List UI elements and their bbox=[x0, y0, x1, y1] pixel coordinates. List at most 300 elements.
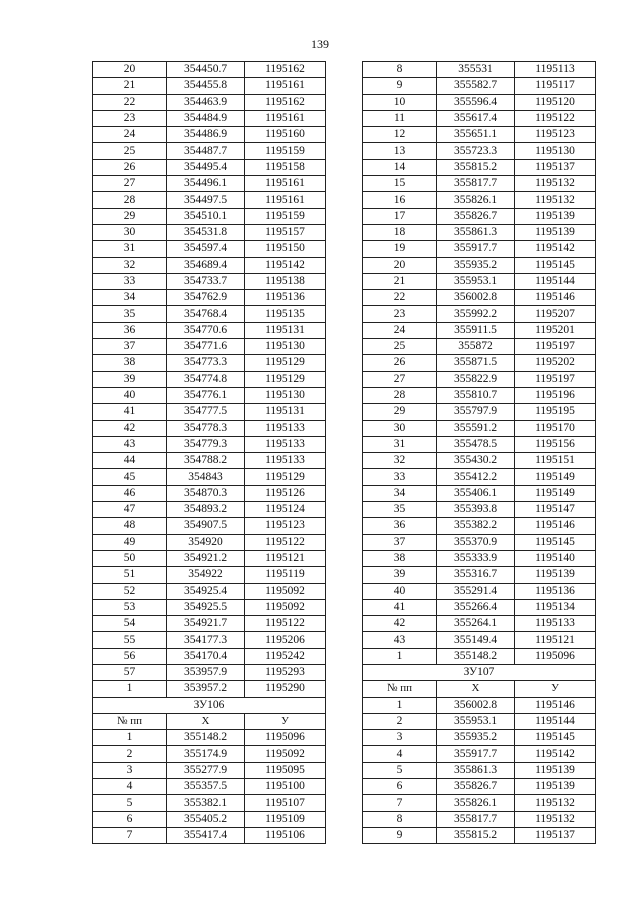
table-row bbox=[93, 257, 326, 273]
y-coordinate-cell: 1195142 bbox=[245, 257, 326, 273]
point-number-cell: 35 bbox=[363, 502, 437, 518]
x-coordinate-cell: 355872 bbox=[437, 339, 515, 355]
point-number-cell: 25 bbox=[363, 339, 437, 355]
table-row bbox=[363, 436, 596, 452]
table-row bbox=[93, 387, 326, 403]
y-coordinate-cell: 1195096 bbox=[245, 730, 326, 746]
point-number-cell: 1 bbox=[363, 697, 437, 713]
point-number-cell: 24 bbox=[93, 127, 167, 143]
x-coordinate-cell: 354777.5 bbox=[167, 404, 245, 420]
table-row bbox=[93, 306, 326, 322]
x-coordinate-cell: 355817.7 bbox=[437, 176, 515, 192]
point-number-cell: 11 bbox=[363, 110, 437, 126]
x-coordinate-cell: 356002.8 bbox=[437, 697, 515, 713]
table-row bbox=[93, 746, 326, 762]
y-coordinate-cell: 1195121 bbox=[245, 550, 326, 566]
table-row bbox=[93, 795, 326, 811]
y-coordinate-cell: 1195129 bbox=[245, 371, 326, 387]
x-coordinate-cell: 355393.8 bbox=[437, 502, 515, 518]
y-coordinate-cell: 1195139 bbox=[515, 224, 596, 240]
x-coordinate-cell: 355826.7 bbox=[437, 208, 515, 224]
y-coordinate-cell: 1195132 bbox=[515, 176, 596, 192]
point-number-cell: 24 bbox=[363, 322, 437, 338]
x-coordinate-cell: 355917.7 bbox=[437, 241, 515, 257]
y-coordinate-cell: 1195242 bbox=[245, 648, 326, 664]
point-number-cell: 17 bbox=[363, 208, 437, 224]
point-number-cell: 38 bbox=[363, 550, 437, 566]
y-coordinate-cell: 1195132 bbox=[515, 795, 596, 811]
y-coordinate-cell: 1195290 bbox=[245, 681, 326, 697]
point-number-cell: 14 bbox=[363, 159, 437, 175]
y-coordinate-cell: 1195138 bbox=[245, 273, 326, 289]
point-number-cell: 29 bbox=[93, 208, 167, 224]
point-number-cell: 40 bbox=[93, 387, 167, 403]
x-coordinate-cell: 353957.9 bbox=[167, 664, 245, 680]
x-coordinate-cell: 355810.7 bbox=[437, 387, 515, 403]
point-number-cell: 23 bbox=[363, 306, 437, 322]
y-coordinate-cell: 1195159 bbox=[245, 208, 326, 224]
point-number-cell: 10 bbox=[363, 94, 437, 110]
point-number-cell: 32 bbox=[93, 257, 167, 273]
point-number-cell: 16 bbox=[363, 192, 437, 208]
y-coordinate-cell: 1195161 bbox=[245, 176, 326, 192]
x-coordinate-cell: 355935.2 bbox=[437, 257, 515, 273]
table-row bbox=[93, 485, 326, 501]
table-row bbox=[93, 192, 326, 208]
table-row bbox=[93, 62, 326, 78]
point-number-cell: 28 bbox=[93, 192, 167, 208]
table-row bbox=[93, 78, 326, 94]
point-number-cell: 9 bbox=[363, 78, 437, 94]
table-row bbox=[93, 648, 326, 664]
x-coordinate-cell: 355478.5 bbox=[437, 436, 515, 452]
x-coordinate-cell: 355382.2 bbox=[437, 518, 515, 534]
x-coordinate-cell: 354762.9 bbox=[167, 290, 245, 306]
x-coordinate-cell: 354893.2 bbox=[167, 502, 245, 518]
table-row bbox=[93, 827, 326, 843]
x-coordinate-cell: 354170.4 bbox=[167, 648, 245, 664]
point-number-cell: 37 bbox=[363, 534, 437, 550]
x-coordinate-cell: 354843 bbox=[167, 469, 245, 485]
column-header-y: У bbox=[515, 681, 596, 697]
table-row bbox=[363, 534, 596, 550]
y-coordinate-cell: 1195139 bbox=[515, 779, 596, 795]
x-coordinate-cell: 356002.8 bbox=[437, 290, 515, 306]
y-coordinate-cell: 1195139 bbox=[515, 208, 596, 224]
x-coordinate-cell: 354497.5 bbox=[167, 192, 245, 208]
point-number-cell: 5 bbox=[363, 762, 437, 778]
x-coordinate-cell: 354921.7 bbox=[167, 616, 245, 632]
x-coordinate-cell: 354920 bbox=[167, 534, 245, 550]
x-coordinate-cell: 354788.2 bbox=[167, 453, 245, 469]
x-coordinate-cell: 355617.4 bbox=[437, 110, 515, 126]
table-row bbox=[363, 697, 596, 713]
y-coordinate-cell: 1195149 bbox=[515, 469, 596, 485]
y-coordinate-cell: 1195109 bbox=[245, 811, 326, 827]
table-row bbox=[363, 127, 596, 143]
point-number-cell: 27 bbox=[363, 371, 437, 387]
table-row bbox=[363, 110, 596, 126]
point-number-cell: 25 bbox=[93, 143, 167, 159]
table-row bbox=[93, 110, 326, 126]
point-number-cell: 28 bbox=[363, 387, 437, 403]
x-coordinate-cell: 354776.1 bbox=[167, 387, 245, 403]
point-number-cell: 30 bbox=[93, 224, 167, 240]
table-row bbox=[363, 502, 596, 518]
point-number-cell: 34 bbox=[93, 290, 167, 306]
x-coordinate-cell: 355815.2 bbox=[437, 159, 515, 175]
y-coordinate-cell: 1195133 bbox=[515, 616, 596, 632]
point-number-cell: 21 bbox=[363, 273, 437, 289]
y-coordinate-cell: 1195161 bbox=[245, 78, 326, 94]
point-number-cell: 42 bbox=[93, 420, 167, 436]
y-coordinate-cell: 1195096 bbox=[515, 648, 596, 664]
y-coordinate-cell: 1195133 bbox=[245, 436, 326, 452]
point-number-cell: 22 bbox=[363, 290, 437, 306]
point-number-cell: 49 bbox=[93, 534, 167, 550]
y-coordinate-cell: 1195130 bbox=[245, 339, 326, 355]
point-number-cell: 8 bbox=[363, 62, 437, 78]
point-number-cell: 38 bbox=[93, 355, 167, 371]
table-row bbox=[93, 127, 326, 143]
point-number-cell: 30 bbox=[363, 420, 437, 436]
x-coordinate-cell: 354778.3 bbox=[167, 420, 245, 436]
table-row bbox=[363, 518, 596, 534]
point-number-cell: 52 bbox=[93, 583, 167, 599]
x-coordinate-cell: 354455.8 bbox=[167, 78, 245, 94]
y-coordinate-cell: 1195145 bbox=[515, 730, 596, 746]
y-coordinate-cell: 1195293 bbox=[245, 664, 326, 680]
y-coordinate-cell: 1195122 bbox=[515, 110, 596, 126]
point-number-cell: 29 bbox=[363, 404, 437, 420]
table-row bbox=[93, 811, 326, 827]
y-coordinate-cell: 1195162 bbox=[245, 62, 326, 78]
y-coordinate-cell: 1195159 bbox=[245, 143, 326, 159]
x-coordinate-cell: 355953.1 bbox=[437, 273, 515, 289]
point-number-cell: 35 bbox=[93, 306, 167, 322]
x-coordinate-cell: 355405.2 bbox=[167, 811, 245, 827]
section-title-row bbox=[93, 697, 326, 713]
y-coordinate-cell: 1195151 bbox=[515, 453, 596, 469]
x-coordinate-cell: 354925.5 bbox=[167, 599, 245, 615]
point-number-cell: 42 bbox=[363, 616, 437, 632]
x-coordinate-cell: 355417.4 bbox=[167, 827, 245, 843]
table-row bbox=[363, 62, 596, 78]
y-coordinate-cell: 1195092 bbox=[245, 746, 326, 762]
point-number-cell: 1 bbox=[363, 648, 437, 664]
table-row bbox=[363, 453, 596, 469]
table-row bbox=[93, 273, 326, 289]
table-row bbox=[93, 371, 326, 387]
x-coordinate-cell: 355148.2 bbox=[437, 648, 515, 664]
x-coordinate-cell: 354907.5 bbox=[167, 518, 245, 534]
table-row bbox=[363, 273, 596, 289]
x-coordinate-cell: 355596.4 bbox=[437, 94, 515, 110]
x-coordinate-cell: 355264.1 bbox=[437, 616, 515, 632]
y-coordinate-cell: 1195146 bbox=[515, 290, 596, 306]
y-coordinate-cell: 1195120 bbox=[515, 94, 596, 110]
x-coordinate-cell: 355277.9 bbox=[167, 762, 245, 778]
table-row bbox=[363, 159, 596, 175]
x-coordinate-cell: 355826.1 bbox=[437, 192, 515, 208]
point-number-cell: 13 bbox=[363, 143, 437, 159]
y-coordinate-cell: 1195132 bbox=[515, 811, 596, 827]
table-row bbox=[363, 339, 596, 355]
x-coordinate-cell: 355917.7 bbox=[437, 746, 515, 762]
x-coordinate-cell: 355149.4 bbox=[437, 632, 515, 648]
table-row bbox=[363, 616, 596, 632]
point-number-cell: 46 bbox=[93, 485, 167, 501]
x-coordinate-cell: 354495.4 bbox=[167, 159, 245, 175]
coordinates-table-left bbox=[92, 61, 326, 844]
table-row bbox=[93, 224, 326, 240]
point-number-cell: 26 bbox=[93, 159, 167, 175]
y-coordinate-cell: 1195126 bbox=[245, 485, 326, 501]
x-coordinate-cell: 354771.6 bbox=[167, 339, 245, 355]
table-row bbox=[93, 290, 326, 306]
point-number-cell: 36 bbox=[363, 518, 437, 534]
point-number-cell: 2 bbox=[363, 713, 437, 729]
point-number-cell: 43 bbox=[93, 436, 167, 452]
point-number-cell: 55 bbox=[93, 632, 167, 648]
x-coordinate-cell: 354925.4 bbox=[167, 583, 245, 599]
table-row bbox=[363, 420, 596, 436]
point-number-cell: 3 bbox=[93, 762, 167, 778]
table-row bbox=[93, 469, 326, 485]
x-coordinate-cell: 355148.2 bbox=[167, 730, 245, 746]
y-coordinate-cell: 1195132 bbox=[515, 192, 596, 208]
y-coordinate-cell: 1195121 bbox=[515, 632, 596, 648]
x-coordinate-cell: 355817.7 bbox=[437, 811, 515, 827]
table-row bbox=[363, 322, 596, 338]
point-number-cell: 43 bbox=[363, 632, 437, 648]
point-number-cell: 40 bbox=[363, 583, 437, 599]
x-coordinate-cell: 354733.7 bbox=[167, 273, 245, 289]
table-row bbox=[93, 436, 326, 452]
x-coordinate-cell: 355174.9 bbox=[167, 746, 245, 762]
y-coordinate-cell: 1195147 bbox=[515, 502, 596, 518]
point-number-cell: 20 bbox=[93, 62, 167, 78]
y-coordinate-cell: 1195160 bbox=[245, 127, 326, 143]
table-row bbox=[93, 518, 326, 534]
x-coordinate-cell: 355911.5 bbox=[437, 322, 515, 338]
x-coordinate-cell: 355406.1 bbox=[437, 485, 515, 501]
table-row bbox=[93, 159, 326, 175]
y-coordinate-cell: 1195197 bbox=[515, 371, 596, 387]
table-row bbox=[93, 681, 326, 697]
y-coordinate-cell: 1195107 bbox=[245, 795, 326, 811]
y-coordinate-cell: 1195156 bbox=[515, 436, 596, 452]
coordinates-table-right bbox=[362, 61, 596, 844]
section-title: ЗУ106 bbox=[93, 697, 326, 713]
y-coordinate-cell: 1195207 bbox=[515, 306, 596, 322]
table-row bbox=[93, 453, 326, 469]
x-coordinate-cell: 354689.4 bbox=[167, 257, 245, 273]
x-coordinate-cell: 354510.1 bbox=[167, 208, 245, 224]
table-row bbox=[363, 827, 596, 843]
header-row bbox=[93, 713, 326, 729]
y-coordinate-cell: 1195142 bbox=[515, 241, 596, 257]
point-number-cell: 8 bbox=[363, 811, 437, 827]
point-number-cell: 20 bbox=[363, 257, 437, 273]
table-row bbox=[93, 730, 326, 746]
x-coordinate-cell: 354463.9 bbox=[167, 94, 245, 110]
table-row bbox=[363, 795, 596, 811]
x-coordinate-cell: 355291.4 bbox=[437, 583, 515, 599]
y-coordinate-cell: 1195197 bbox=[515, 339, 596, 355]
x-coordinate-cell: 355382.1 bbox=[167, 795, 245, 811]
y-coordinate-cell: 1195135 bbox=[245, 306, 326, 322]
point-number-cell: 19 bbox=[363, 241, 437, 257]
table-row bbox=[363, 713, 596, 729]
table-row bbox=[93, 94, 326, 110]
y-coordinate-cell: 1195149 bbox=[515, 485, 596, 501]
x-coordinate-cell: 355797.9 bbox=[437, 404, 515, 420]
point-number-cell: 44 bbox=[93, 453, 167, 469]
y-coordinate-cell: 1195131 bbox=[245, 404, 326, 420]
table-row bbox=[363, 599, 596, 615]
column-header-number: № пп bbox=[93, 713, 167, 729]
x-coordinate-cell: 354450.7 bbox=[167, 62, 245, 78]
table-row bbox=[363, 730, 596, 746]
point-number-cell: 57 bbox=[93, 664, 167, 680]
point-number-cell: 27 bbox=[93, 176, 167, 192]
column-header-x: X bbox=[167, 713, 245, 729]
x-coordinate-cell: 355723.3 bbox=[437, 143, 515, 159]
x-coordinate-cell: 355333.9 bbox=[437, 550, 515, 566]
y-coordinate-cell: 1195130 bbox=[515, 143, 596, 159]
y-coordinate-cell: 1195123 bbox=[245, 518, 326, 534]
x-coordinate-cell: 354484.9 bbox=[167, 110, 245, 126]
table-row bbox=[363, 257, 596, 273]
y-coordinate-cell: 1195139 bbox=[515, 762, 596, 778]
point-number-cell: 6 bbox=[363, 779, 437, 795]
point-number-cell: 9 bbox=[363, 827, 437, 843]
point-number-cell: 21 bbox=[93, 78, 167, 94]
point-number-cell: 22 bbox=[93, 94, 167, 110]
y-coordinate-cell: 1195092 bbox=[245, 583, 326, 599]
y-coordinate-cell: 1195145 bbox=[515, 257, 596, 273]
x-coordinate-cell: 355861.3 bbox=[437, 224, 515, 240]
x-coordinate-cell: 354768.4 bbox=[167, 306, 245, 322]
x-coordinate-cell: 355871.5 bbox=[437, 355, 515, 371]
x-coordinate-cell: 354870.3 bbox=[167, 485, 245, 501]
table-row bbox=[363, 355, 596, 371]
x-coordinate-cell: 354531.8 bbox=[167, 224, 245, 240]
point-number-cell: 37 bbox=[93, 339, 167, 355]
table-row bbox=[93, 208, 326, 224]
x-coordinate-cell: 355531 bbox=[437, 62, 515, 78]
table-row bbox=[93, 632, 326, 648]
x-coordinate-cell: 354496.1 bbox=[167, 176, 245, 192]
y-coordinate-cell: 1195195 bbox=[515, 404, 596, 420]
x-coordinate-cell: 355412.2 bbox=[437, 469, 515, 485]
point-number-cell: 23 bbox=[93, 110, 167, 126]
y-coordinate-cell: 1195129 bbox=[245, 469, 326, 485]
x-coordinate-cell: 355815.2 bbox=[437, 827, 515, 843]
point-number-cell: 1 bbox=[93, 730, 167, 746]
point-number-cell: 7 bbox=[363, 795, 437, 811]
point-number-cell: 7 bbox=[93, 827, 167, 843]
y-coordinate-cell: 1195106 bbox=[245, 827, 326, 843]
x-coordinate-cell: 355822.9 bbox=[437, 371, 515, 387]
table-row bbox=[363, 306, 596, 322]
y-coordinate-cell: 1195137 bbox=[515, 159, 596, 175]
point-number-cell: 12 bbox=[363, 127, 437, 143]
y-coordinate-cell: 1195146 bbox=[515, 518, 596, 534]
point-number-cell: 41 bbox=[93, 404, 167, 420]
x-coordinate-cell: 355992.2 bbox=[437, 306, 515, 322]
x-coordinate-cell: 355826.7 bbox=[437, 779, 515, 795]
point-number-cell: 6 bbox=[93, 811, 167, 827]
x-coordinate-cell: 355935.2 bbox=[437, 730, 515, 746]
point-number-cell: 47 bbox=[93, 502, 167, 518]
table-row bbox=[363, 648, 596, 664]
point-number-cell: 39 bbox=[93, 371, 167, 387]
table-row bbox=[363, 78, 596, 94]
x-coordinate-cell: 355316.7 bbox=[437, 567, 515, 583]
point-number-cell: 2 bbox=[93, 746, 167, 762]
x-coordinate-cell: 354779.3 bbox=[167, 436, 245, 452]
table-row bbox=[363, 208, 596, 224]
y-coordinate-cell: 1195142 bbox=[515, 746, 596, 762]
y-coordinate-cell: 1195170 bbox=[515, 420, 596, 436]
point-number-cell: 31 bbox=[363, 436, 437, 452]
x-coordinate-cell: 355651.1 bbox=[437, 127, 515, 143]
y-coordinate-cell: 1195145 bbox=[515, 534, 596, 550]
point-number-cell: 32 bbox=[363, 453, 437, 469]
y-coordinate-cell: 1195196 bbox=[515, 387, 596, 403]
table-row bbox=[93, 502, 326, 518]
y-coordinate-cell: 1195134 bbox=[515, 599, 596, 615]
point-number-cell: 39 bbox=[363, 567, 437, 583]
x-coordinate-cell: 355266.4 bbox=[437, 599, 515, 615]
section-title: ЗУ107 bbox=[363, 664, 596, 680]
table-row bbox=[363, 567, 596, 583]
y-coordinate-cell: 1195119 bbox=[245, 567, 326, 583]
table-row bbox=[363, 583, 596, 599]
table-row bbox=[93, 762, 326, 778]
y-coordinate-cell: 1195161 bbox=[245, 192, 326, 208]
y-coordinate-cell: 1195136 bbox=[245, 290, 326, 306]
y-coordinate-cell: 1195129 bbox=[245, 355, 326, 371]
point-number-cell: 15 bbox=[363, 176, 437, 192]
y-coordinate-cell: 1195095 bbox=[245, 762, 326, 778]
table-row bbox=[93, 176, 326, 192]
x-coordinate-cell: 355953.1 bbox=[437, 713, 515, 729]
table-row bbox=[93, 241, 326, 257]
table-row bbox=[93, 355, 326, 371]
y-coordinate-cell: 1195144 bbox=[515, 713, 596, 729]
y-coordinate-cell: 1195157 bbox=[245, 224, 326, 240]
x-coordinate-cell: 355430.2 bbox=[437, 453, 515, 469]
point-number-cell: 36 bbox=[93, 322, 167, 338]
table-row bbox=[93, 322, 326, 338]
x-coordinate-cell: 353957.2 bbox=[167, 681, 245, 697]
x-coordinate-cell: 354773.3 bbox=[167, 355, 245, 371]
x-coordinate-cell: 354770.6 bbox=[167, 322, 245, 338]
x-coordinate-cell: 355370.9 bbox=[437, 534, 515, 550]
table-row bbox=[363, 290, 596, 306]
y-coordinate-cell: 1195092 bbox=[245, 599, 326, 615]
table-row bbox=[93, 339, 326, 355]
point-number-cell: 1 bbox=[93, 681, 167, 697]
table-row bbox=[363, 404, 596, 420]
point-number-cell: 31 bbox=[93, 241, 167, 257]
point-number-cell: 33 bbox=[93, 273, 167, 289]
table-row bbox=[363, 224, 596, 240]
table-row bbox=[363, 94, 596, 110]
